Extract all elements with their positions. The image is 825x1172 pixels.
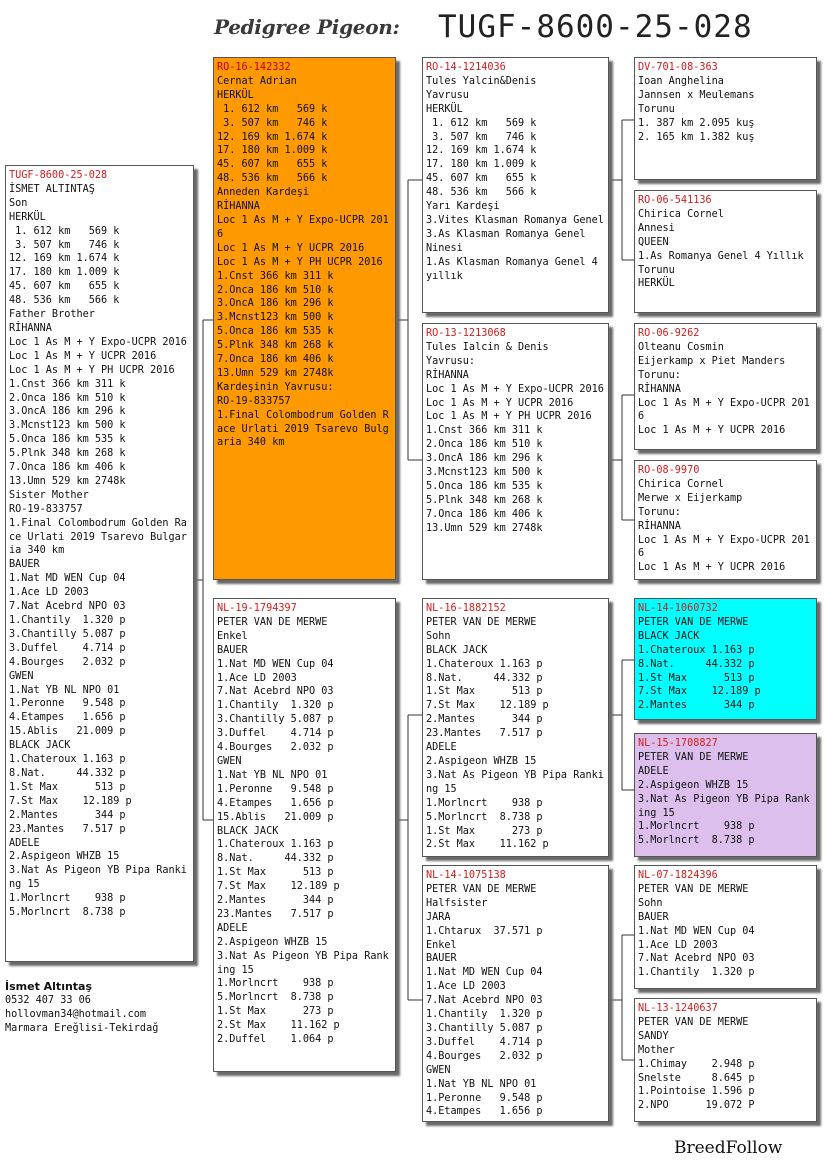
pedigree-line: 1.St Max 273 p — [426, 825, 543, 837]
pedigree-line: 2.Duffel 1.064 p — [217, 1034, 334, 1046]
pedigree-line: 1.Chantily 1.320 p — [638, 967, 755, 979]
pedigree-line: RO-19-833757 — [217, 395, 291, 407]
pigeon-card-ds — [422, 598, 609, 857]
connector-ds — [609, 660, 634, 790]
brand-logo: BreedFollow — [674, 1138, 783, 1158]
pedigree-line: 12. 169 km 1.674 k — [217, 131, 328, 143]
pigeon-card-dd — [422, 865, 609, 1122]
pedigree-line: 1.As Romanya Genel 4 Yıllık — [638, 250, 804, 262]
pedigree-line: 5.Onca 186 km 535 k — [9, 434, 126, 446]
pedigree-line: 17. 180 km 1.009 k — [426, 159, 537, 171]
ring-number: NL-19-1794397 — [217, 603, 297, 614]
pedigree-line: 2.Mantes 344 p — [217, 895, 334, 907]
pedigree-line: 1.Nat MD WEN Cup 04 — [217, 658, 334, 670]
pigeon-card-sd — [422, 323, 609, 580]
pedigree-line: 5.Morlncrt 8.738 p — [426, 811, 543, 823]
pedigree-line: 8.Nat. 44.332 p — [9, 767, 126, 779]
pedigree-line: 1.St Max 273 p — [217, 1006, 334, 1018]
pedigree-line: RİHANNA — [9, 322, 52, 334]
pedigree-line: Merwe x Eijerkamp — [638, 492, 743, 504]
connector-ss — [609, 120, 634, 260]
pedigree-line: Annesi — [638, 222, 675, 234]
pedigree-line: 1.Morlncrt 938 p — [217, 978, 334, 990]
pedigree-line: 1.Chantily 1.320 p — [426, 1009, 543, 1021]
pedigree-line: 1.Peronne 9.548 p — [426, 1092, 543, 1104]
pedigree-line: GWEN — [426, 1064, 451, 1076]
pedigree-line: Loc 1 As M + Y UCPR 2016 — [217, 242, 365, 254]
pedigree-line: 2. 165 km 1.382 kuş — [638, 131, 755, 143]
pedigree-line: HERKÜL — [638, 278, 675, 290]
pedigree-line: Loc 1 As M + Y Expo-UCPR 2016 — [638, 534, 810, 560]
pedigree-line: 4.Bourges 2.032 p — [426, 1050, 543, 1062]
pedigree-line: ADELE — [426, 742, 457, 754]
pedigree-line: Loc 1 As M + Y Expo-UCPR 2016 — [638, 397, 810, 423]
connector-dam — [396, 715, 422, 1000]
pedigree-line: 1.St Max 513 p — [217, 867, 334, 879]
pedigree-line: 1.Morlncrt 938 p — [9, 893, 126, 905]
pedigree-line: RİHANNA — [638, 520, 681, 532]
pedigree-line: 1.St Max 513 p — [638, 672, 755, 684]
pedigree-line: 1.Chimay 2.948 p — [638, 1058, 755, 1070]
pedigree-line: Jannsen x Meulemans — [638, 89, 755, 101]
pedigree-line: BAUER — [217, 644, 248, 656]
pedigree-line: 15.Ablis 21.009 p — [9, 726, 126, 738]
pedigree-line: Tules Yalcin&Denis — [426, 75, 537, 87]
pedigree-line: 3.Mcnst123 km 500 k — [426, 467, 543, 479]
pedigree-line: 1.Nat MD WEN Cup 04 — [9, 573, 126, 585]
pedigree-line: SANDY — [638, 1030, 669, 1042]
pedigree-line: 1.Pointoise 1.596 p — [638, 1086, 755, 1098]
pedigree-line: 1.As Klasman Romanya Genel 4 yıllık — [426, 256, 604, 282]
pedigree-line: 1. 612 km 569 k — [426, 117, 537, 129]
pedigree-line: 7.Nat Acebrd NPO 03 — [426, 995, 543, 1007]
pedigree-line: PETER VAN DE MERWE — [638, 1016, 749, 1028]
pedigree-line: GWEN — [217, 755, 242, 767]
pedigree-line: 23.Mantes 7.517 p — [217, 908, 334, 920]
pedigree-line: 1.Final Colombodrum Golden Race Urlati 2019 Tsarevo Bulgaria 340 km — [217, 409, 389, 449]
pedigree-line: BAUER — [9, 559, 40, 571]
pedigree-line: 3.Nat As Pigeon YB Pipa Ranking 15 — [9, 865, 187, 891]
pedigree-line: PETER VAN DE MERWE — [638, 883, 749, 895]
pedigree-line: BLACK JACK — [638, 630, 700, 642]
pigeon-card-sire — [213, 57, 396, 580]
pedigree-line: 48. 536 km 566 k — [426, 187, 537, 199]
pedigree-line: Yarı Kardeşi — [426, 201, 500, 213]
pedigree-line: 2.Aspigeon WHZB 15 — [426, 755, 537, 767]
pedigree-line: 17. 180 km 1.009 k — [217, 145, 328, 157]
pedigree-line: Cernat Adrian — [217, 75, 297, 87]
pedigree-line: Loc 1 As M + Y PH UCPR 2016 — [426, 411, 592, 423]
pedigree-line: PETER VAN DE MERWE — [426, 616, 537, 628]
connector-sd — [609, 395, 634, 520]
pigeon-card-sdd — [634, 460, 817, 580]
pedigree-line: 1.Cnst 366 km 311 k — [9, 378, 126, 390]
pedigree-line: PETER VAN DE MERWE — [426, 883, 537, 895]
pedigree-line: ADELE — [217, 922, 248, 934]
pedigree-line: Torunu — [638, 103, 675, 115]
ring-number: NL-15-1708827 — [638, 738, 718, 749]
pedigree-line: 8.Nat. 44.332 p — [638, 658, 755, 670]
pedigree-line: Ninesi — [426, 242, 463, 254]
pedigree-line: 3.Chantilly 5.087 p — [426, 1022, 543, 1034]
pedigree-line: 1.Peronne 9.548 p — [9, 698, 126, 710]
pedigree-line: 3.Mcnst123 km 500 k — [217, 312, 334, 324]
pedigree-line: 2.Aspigeon WHZB 15 — [217, 936, 328, 948]
pedigree-line: 2.Mantes 344 p — [638, 700, 755, 712]
pedigree-line: Mother — [638, 1044, 675, 1056]
pedigree-line: 1.Chantily 1.320 p — [217, 700, 334, 712]
pedigree-line: Loc 1 As M + Y Expo-UCPR 2016 — [217, 214, 389, 240]
pedigree-line: Sohn — [638, 897, 663, 909]
pedigree-line: 3.Chantilly 5.087 p — [9, 628, 126, 640]
pedigree-line: 5.Onca 186 km 535 k — [426, 480, 543, 492]
pedigree-line: 3.Duffel 4.714 p — [217, 728, 334, 740]
pedigree-line: 5.Onca 186 km 535 k — [217, 326, 334, 338]
pedigree-line: 2.Aspigeon WHZB 15 — [9, 851, 120, 863]
pedigree-line: 3.Duffel 4.714 p — [9, 642, 126, 654]
pedigree-line: 4.Etampes 1.656 p — [217, 797, 334, 809]
pedigree-line: 1.Final Colombodrum Golden Race Urlati 2019 Tsarevo Bulgaria 340 km — [9, 517, 187, 557]
pedigree-line: 1.Cnst 366 km 311 k — [426, 425, 543, 437]
pedigree-line: Enkel — [426, 939, 457, 951]
pedigree-line: RO-19-833757 — [9, 503, 83, 515]
ring-number: NL-07-1824396 — [638, 870, 718, 881]
pedigree-line: HERKÜL — [426, 103, 463, 115]
pedigree-line: 1.Ace LD 2003 — [9, 587, 89, 599]
pedigree-line: 23.Mantes 7.517 p — [426, 728, 543, 740]
pedigree-line: 45. 607 km 655 k — [9, 281, 120, 293]
pigeon-card-dss — [634, 598, 817, 720]
pedigree-line: 8.Nat. 44.332 p — [217, 853, 334, 865]
pedigree-line: 7.St Max 12.189 p — [9, 795, 132, 807]
pedigree-line: BLACK JACK — [9, 740, 71, 752]
ring-number: RO-16-142332 — [217, 62, 291, 73]
pedigree-line: 2.St Max 11.162 p — [426, 839, 549, 851]
pedigree-line: ADELE — [638, 765, 669, 777]
pedigree-line: 7.Onca 186 km 406 k — [9, 462, 126, 474]
pedigree-line: 7.St Max 12.189 p — [638, 686, 761, 698]
pedigree-line: 1.Nat YB NL NPO 01 — [217, 769, 328, 781]
pedigree-line: Enkel — [217, 630, 248, 642]
pedigree-line: 3. 507 km 746 k — [9, 239, 120, 251]
pedigree-line: 3.OncA 186 km 296 k — [9, 406, 126, 418]
breeder-location: Marmara Ereğlisi-Tekirdağ — [5, 1023, 159, 1034]
pedigree-line: 12. 169 km 1.674 k — [426, 145, 537, 157]
pedigree-line: GWEN — [9, 670, 34, 682]
ring-number: RO-14-1214036 — [426, 62, 506, 73]
breeder-email[interactable]: hollovman34@hotmail.com — [5, 1009, 147, 1020]
pedigree-line: 5.Plnk 348 km 268 k — [9, 448, 126, 460]
pedigree-line: 3. 507 km 746 k — [426, 131, 537, 143]
pedigree-line: Halfsister — [426, 897, 488, 909]
ring-number: DV-701-08-363 — [638, 62, 718, 73]
ring-number: RO-08-9970 — [638, 465, 700, 476]
pedigree-line: Yavrusu — [426, 89, 469, 101]
pedigree-line: Loc 1 As M + Y UCPR 2016 — [426, 397, 574, 409]
pedigree-line: 1.Chtarux 37.571 p — [426, 925, 543, 937]
pedigree-line: 1.St Max 513 p — [426, 686, 543, 698]
pedigree-line: 17. 180 km 1.009 k — [9, 267, 120, 279]
pedigree-line: ADELE — [9, 837, 40, 849]
pedigree-line: 3.Duffel 4.714 p — [426, 1036, 543, 1048]
pedigree-line: 1.Morlncrt 938 p — [638, 821, 755, 833]
pedigree-line: 3.As Klasman Romanya Genel — [426, 228, 586, 240]
pedigree-line: JARA — [426, 911, 451, 923]
ring-number: NL-14-1075138 — [426, 870, 506, 881]
pedigree-line: Tules Ialcin & Denis — [426, 341, 549, 353]
pedigree-line: 7.Onca 186 km 406 k — [217, 354, 334, 366]
pedigree-line: 1.Ace LD 2003 — [426, 981, 506, 993]
pedigree-line: 7.St Max 12.189 p — [426, 700, 549, 712]
pedigree-line: Loc 1 As M + Y Expo-UCPR 2016 — [426, 383, 604, 395]
pedigree-line: 1.Nat MD WEN Cup 04 — [426, 967, 543, 979]
pedigree-line: 1.Chateroux 1.163 p — [426, 658, 543, 670]
pedigree-line: 3.Chantilly 5.087 p — [217, 714, 334, 726]
pedigree-line: 4.Bourges 2.032 p — [217, 742, 334, 754]
ring-number: NL-13-1240637 — [638, 1003, 718, 1014]
pigeon-card-subject — [5, 165, 194, 962]
pigeon-card-dds — [634, 865, 817, 989]
pedigree-line: 1. 387 km 2.095 kuş — [638, 117, 755, 129]
pedigree-line: 4.Bourges 2.032 p — [9, 656, 126, 668]
pedigree-line: 2.Onca 186 km 510 k — [217, 284, 334, 296]
pedigree-line: İSMET ALTINTAŞ — [9, 183, 95, 195]
pedigree-line: 2.Onca 186 km 510 k — [426, 439, 543, 451]
pedigree-line: 7.Nat Acebrd NPO 03 — [638, 953, 755, 965]
pedigree-line: 1.Ace LD 2003 — [217, 672, 297, 684]
pedigree-line: 13.Umn 529 km 2748k — [9, 475, 126, 487]
ring-number: TUGF-8600-25-028 — [9, 170, 108, 181]
pedigree-line: 1.Morlncrt 938 p — [426, 797, 543, 809]
pedigree-line: Eijerkamp x Piet Manders — [638, 355, 786, 367]
pedigree-line: Olteanu Cosmin — [638, 341, 724, 353]
pedigree-line: 45. 607 km 655 k — [217, 159, 328, 171]
pedigree-line: 13.Umn 529 km 2748k — [217, 367, 334, 379]
breeder-phone: 0532 407 33 06 — [5, 995, 91, 1006]
pedigree-line: 23.Mantes 7.517 p — [9, 823, 126, 835]
pedigree-label: Pedigree Pigeon: — [214, 15, 400, 39]
pedigree-line: Torunu: — [638, 506, 681, 518]
pedigree-line: 1.Chateroux 1.163 p — [9, 754, 126, 766]
pedigree-line: Torunu: — [638, 369, 681, 381]
pedigree-line: Loc 1 As M + Y Expo-UCPR 2016 — [9, 336, 187, 348]
pedigree-line: BAUER — [638, 911, 669, 923]
pedigree-line: 3.Mcnst123 km 500 k — [9, 420, 126, 432]
pedigree-line: Son — [9, 197, 28, 209]
pedigree-line: 3.Nat As Pigeon YB Pipa Ranking 15 — [638, 793, 810, 819]
pedigree-line: 48. 536 km 566 k — [217, 173, 328, 185]
pedigree-line: 5.Morlncrt 8.738 p — [217, 992, 334, 1004]
pedigree-line: Ioan Anghelina — [638, 75, 724, 87]
pedigree-line: PETER VAN DE MERWE — [638, 751, 749, 763]
pedigree-line: 3.Vites Klasman Romanya Genel — [426, 214, 604, 226]
pigeon-card-ss — [422, 57, 609, 313]
pedigree-line: Loc 1 As M + Y UCPR 2016 — [638, 425, 786, 437]
pedigree-line: 13.Umn 529 km 2748k — [426, 522, 543, 534]
pedigree-line: RİHANNA — [217, 201, 260, 213]
pedigree-line: 7.Nat Acebrd NPO 03 — [217, 686, 334, 698]
pedigree-line: 2.Mantes 344 p — [9, 809, 126, 821]
pedigree-line: 1.Peronne 9.548 p — [217, 783, 334, 795]
pedigree-line: 3.OncA 186 km 296 k — [426, 453, 543, 465]
pedigree-line: Sohn — [426, 630, 451, 642]
pigeon-card-sds — [634, 323, 817, 450]
pedigree-line: Torunu — [638, 264, 675, 276]
pedigree-line: Chirica Cornel — [638, 478, 724, 490]
pedigree-line: 1.Nat YB NL NPO 01 — [9, 684, 120, 696]
pigeon-card-ssd — [634, 190, 817, 313]
pedigree-line: Loc 1 As M + Y UCPR 2016 — [638, 562, 786, 574]
pedigree-line: 5.Morlncrt 8.738 p — [9, 907, 126, 919]
pigeon-card-dsd — [634, 733, 817, 857]
pedigree-line: 2.Onca 186 km 510 k — [9, 392, 126, 404]
connector-sire — [396, 180, 422, 460]
pigeon-card-dam — [213, 598, 396, 1072]
pedigree-line: 2.St Max 11.162 p — [217, 1020, 340, 1032]
pedigree-line: 5.Plnk 348 km 268 k — [217, 340, 334, 352]
pedigree-line: 1.St Max 513 p — [9, 781, 126, 793]
ring-number: RO-13-1213068 — [426, 328, 506, 339]
pigeon-card-ddd — [634, 998, 817, 1122]
pedigree-line: Yavrusu: — [426, 355, 476, 367]
pedigree-line: 1. 612 km 569 k — [217, 103, 328, 115]
pedigree-line: 15.Ablis 21.009 p — [217, 811, 334, 823]
pedigree-line: BAUER — [426, 953, 457, 965]
pedigree-line: 1.Chantily 1.320 p — [9, 615, 126, 626]
pedigree-line: PETER VAN DE MERWE — [638, 616, 749, 628]
breeder-name: İsmet Altıntaş — [5, 980, 93, 993]
pedigree-line: 1.Nat YB NL NPO 01 — [426, 1078, 537, 1090]
pedigree-line: HERKÜL — [217, 89, 254, 101]
ring-number: NL-14-1060732 — [638, 603, 718, 614]
pedigree-line: Chirica Cornel — [638, 208, 724, 220]
pedigree-line: 8.Nat. 44.332 p — [426, 672, 543, 684]
pedigree-line: 5.Morlncrt 8.738 p — [638, 835, 755, 847]
connector-dd — [609, 935, 634, 1060]
pedigree-line: 1.Nat MD WEN Cup 04 — [638, 925, 755, 937]
pedigree-line: Kardeşinin Yavrusu: — [217, 381, 334, 393]
connector-subject — [194, 320, 213, 820]
pedigree-line: Loc 1 As M + Y UCPR 2016 — [9, 350, 157, 362]
pedigree-line: HERKÜL — [9, 211, 46, 223]
pedigree-line: QUEEN — [638, 236, 669, 248]
pedigree-line: 3.Nat As Pigeon YB Pipa Ranking 15 — [426, 769, 604, 795]
pedigree-line: 7.Onca 186 km 406 k — [426, 508, 543, 520]
pedigree-line: 1.Cnst 366 km 311 k — [217, 270, 334, 282]
pedigree-line: RİHANNA — [426, 369, 469, 381]
pigeon-card-sss — [634, 57, 817, 180]
pedigree-line: 4.Etampes 1.656 p — [426, 1106, 543, 1118]
pedigree-line: RİHANNA — [638, 383, 681, 395]
pedigree-line: 4.Etampes 1.656 p — [9, 712, 126, 724]
pedigree-line: 45. 607 km 655 k — [426, 173, 537, 185]
pedigree-line: 1.Chateroux 1.163 p — [638, 644, 755, 656]
pedigree-line: BLACK JACK — [217, 825, 279, 837]
pedigree-line: 3.Nat As Pigeon YB Pipa Ranking 15 — [217, 950, 389, 976]
ring-number: NL-16-1882152 — [426, 603, 506, 614]
pedigree-line: 3. 507 km 746 k — [217, 117, 328, 129]
pedigree-line: 3.OncA 186 km 296 k — [217, 298, 334, 310]
pedigree-line: 7.Nat Acebrd NPO 03 — [9, 601, 126, 613]
pedigree-line: 48. 536 km 566 k — [9, 295, 120, 307]
pedigree-line: 7.St Max 12.189 p — [217, 881, 340, 893]
pedigree-line: BLACK JACK — [426, 644, 488, 656]
pedigree-line: Anneden Kardeşi — [217, 187, 310, 199]
pedigree-line: 1.Ace LD 2003 — [638, 939, 718, 951]
pedigree-line: Loc 1 As M + Y PH UCPR 2016 — [217, 256, 383, 268]
pedigree-line: Father Brother — [9, 309, 95, 321]
ring-number: RO-06-541136 — [638, 195, 712, 206]
pedigree-line: Sister Mother — [9, 489, 89, 501]
pedigree-line: 5.Plnk 348 km 268 k — [426, 494, 543, 506]
pedigree-line: 2.Mantes 344 p — [426, 714, 543, 726]
pedigree-line: 1. 612 km 569 k — [9, 225, 120, 237]
pedigree-line: 12. 169 km 1.674 k — [9, 253, 120, 265]
ring-number: RO-06-9262 — [638, 328, 700, 339]
pedigree-line: Snelste 8.645 p — [638, 1072, 755, 1084]
pedigree-line: PETER VAN DE MERWE — [217, 616, 328, 628]
pedigree-line: 2.NPO 19.072 P — [638, 1100, 755, 1112]
pedigree-line: 1.Chateroux 1.163 p — [217, 839, 334, 851]
breeder-info — [5, 980, 158, 1036]
pedigree-ring-number: TUGF-8600-25-028 — [438, 9, 753, 45]
pedigree-line: Loc 1 As M + Y PH UCPR 2016 — [9, 364, 175, 376]
pedigree-line: 2.Aspigeon WHZB 15 — [638, 779, 749, 791]
